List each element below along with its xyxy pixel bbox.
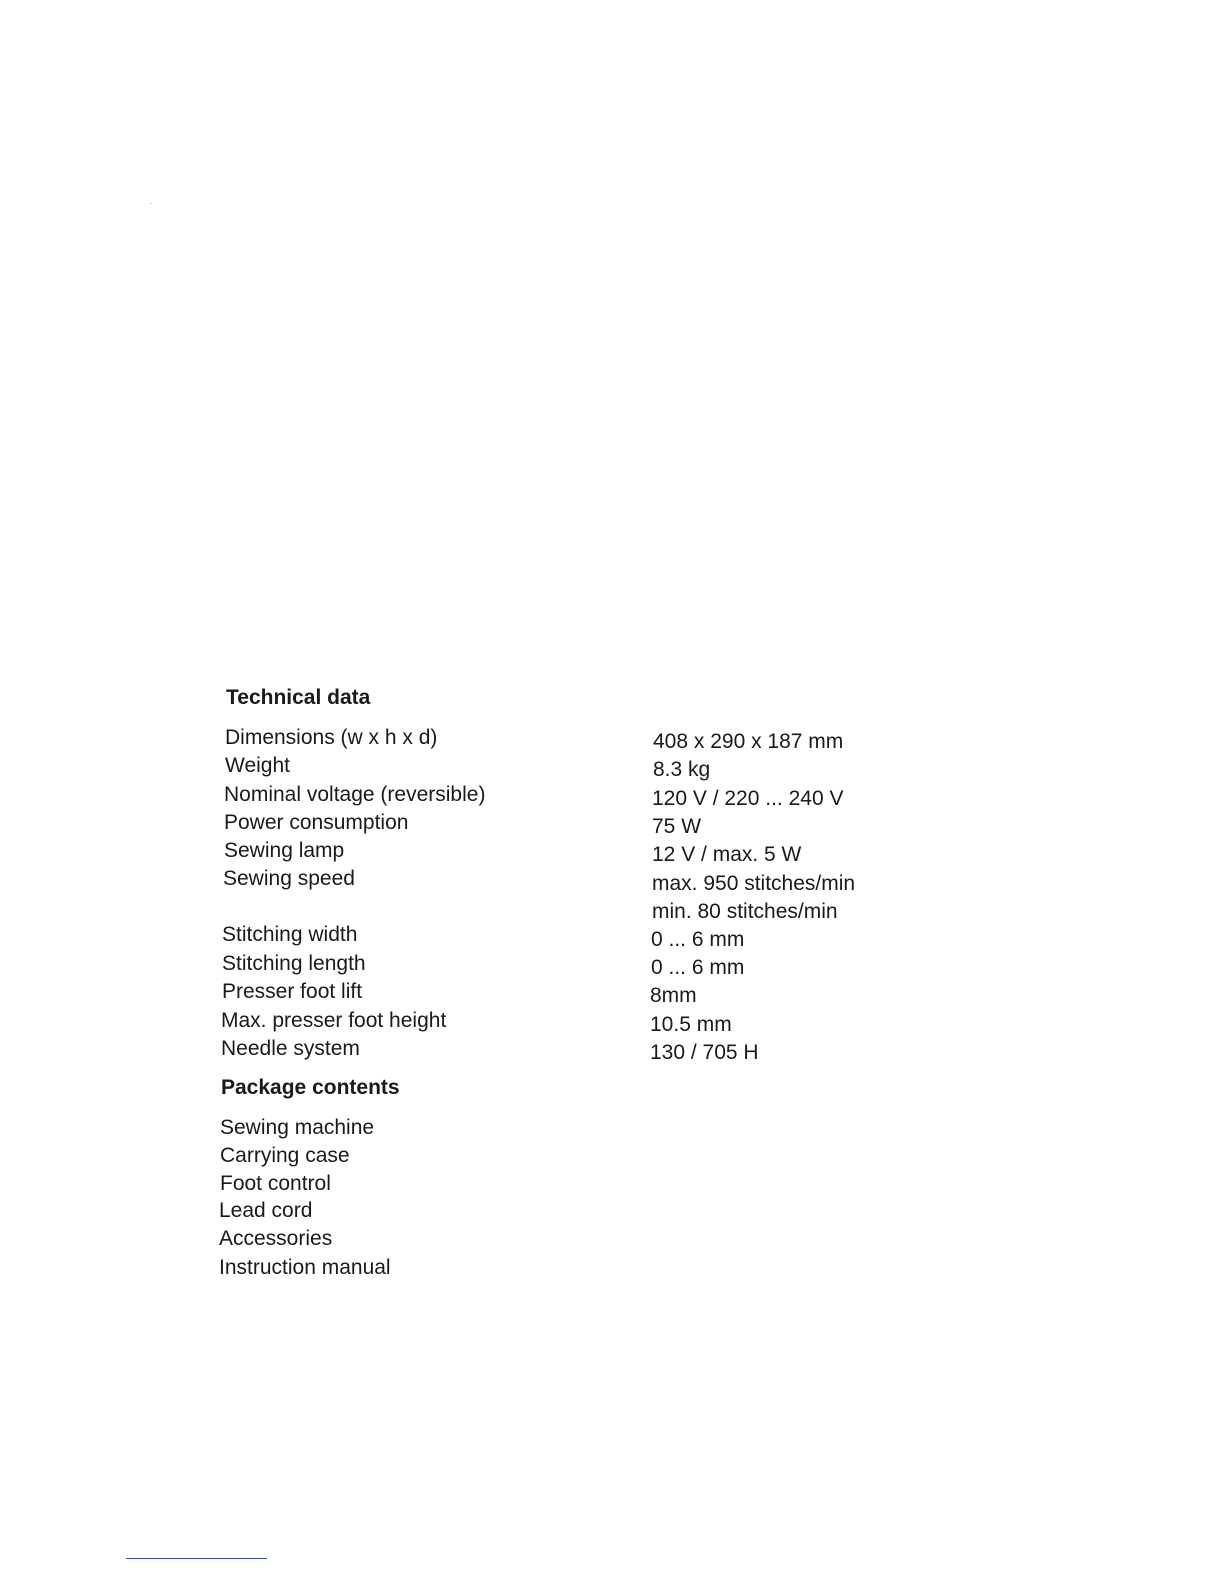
package-item: Foot control (220, 1172, 331, 1195)
spec-value: min. 80 stitches/min (652, 900, 838, 923)
scan-speck (150, 203, 151, 204)
package-item: Carrying case (220, 1144, 350, 1167)
spec-value: 12 V / max. 5 W (652, 843, 802, 866)
spec-value: 120 V / 220 ... 240 V (652, 787, 844, 810)
package-item: Instruction manual (219, 1256, 391, 1279)
spec-label: Needle system (221, 1037, 360, 1060)
package-item: Accessories (219, 1227, 333, 1250)
spec-value: 10.5 mm (650, 1013, 732, 1036)
package-contents-heading: Package contents (221, 1076, 400, 1099)
spec-value: 8.3 kg (653, 758, 711, 781)
spec-label: Sewing speed (223, 867, 355, 890)
package-item: Lead cord (219, 1199, 313, 1222)
spec-value: 0 ... 6 mm (651, 928, 745, 951)
spec-value: 408 x 290 x 187 mm (653, 730, 844, 753)
spec-label: Nominal voltage (reversible) (224, 783, 486, 806)
spec-value: max. 950 stitches/min (652, 872, 856, 895)
spec-label: Stitching width (222, 923, 358, 946)
spec-label: Weight (225, 754, 290, 777)
spec-value: 8mm (650, 984, 697, 1007)
package-item: Sewing machine (220, 1116, 375, 1139)
spec-value: 75 W (652, 815, 702, 838)
spec-label: Presser foot lift (222, 980, 363, 1003)
spec-value: 0 ... 6 mm (651, 956, 745, 979)
spec-label: Max. presser foot height (221, 1009, 447, 1032)
technical-data-heading: Technical data (226, 686, 371, 709)
spec-value: 130 / 705 H (650, 1041, 759, 1064)
spec-label: Power consumption (224, 811, 409, 834)
spec-label: Dimensions (w x h x d) (225, 726, 438, 749)
spec-label: Sewing lamp (224, 839, 345, 862)
spec-label: Stitching length (222, 952, 366, 975)
footer-rule (126, 1558, 267, 1559)
